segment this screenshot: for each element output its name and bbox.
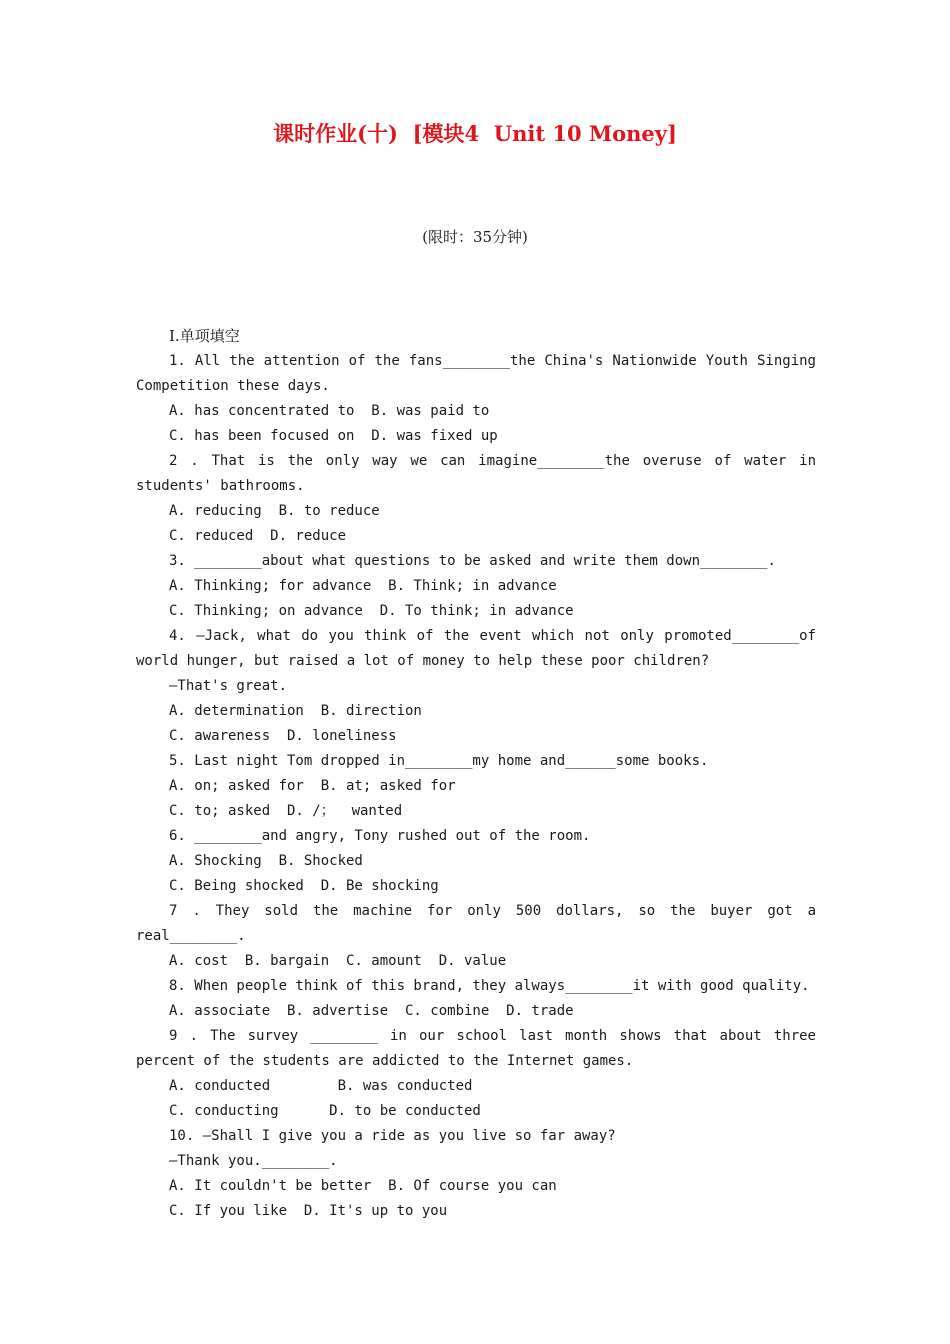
question-7-text: 7 . They sold the machine for only 500 dollars, so the buyer got a [169, 903, 816, 919]
question-3-options-cd: C. Thinking; on advance D. To think; in advance [169, 603, 574, 619]
question-6-options-cd: C. Being shocked D. Be shocking [169, 878, 439, 894]
question-7-options: A. cost B. bargain C. amount D. value [169, 953, 507, 969]
question-9-text: 9 . The survey ________ in our school last month shows that about three [169, 1028, 816, 1044]
question-1-options-ab: A. has concentrated to B. was paid to [169, 403, 490, 419]
question-1-options-cd: C. has been focused on D. was fixed up [169, 428, 498, 444]
question-4-text: 4. —Jack, what do you think of the event which not only promoted________of [169, 628, 816, 644]
question-10-text: 10. —Shall I give you a ride as you live so far away? [169, 1128, 616, 1144]
question-8-text: 8. When people think of this brand, they always________it with good quality. [169, 978, 810, 994]
question-5-options-cd: C. to; asked D. /； wanted [169, 803, 403, 819]
question-6-text: 6. ________and angry, Tony rushed out of the room. [169, 828, 591, 844]
question-5-options-ab: A. on; asked for B. at; asked for [169, 778, 456, 794]
question-5-text: 5. Last night Tom dropped in________my home and______some books. [169, 753, 709, 769]
question-4-text-cont: world hunger, but raised a lot of money to help these poor children? [136, 653, 710, 669]
time-limit: (限时：35分钟) [422, 228, 528, 246]
question-9-options-cd: C. conducting D. to be conducted [169, 1103, 481, 1119]
question-10-options-ab: A. It couldn't be better B. Of course you can [169, 1178, 557, 1194]
question-10-options-cd: C. If you like D. It's up to you [169, 1203, 448, 1219]
question-4-reply: —That's great. [169, 678, 288, 694]
question-1-text: 1. All the attention of the fans________the China's Nationwide Youth Singing [169, 353, 816, 369]
section-heading: Ⅰ.单项填空 [169, 327, 240, 345]
question-8-options: A. associate B. advertise C. combine D. trade [169, 1003, 574, 1019]
question-2-options-ab: A. reducing B. to reduce [169, 503, 380, 519]
question-7-text-cont: real________. [136, 928, 246, 944]
question-2-text: 2 . That is the only way we can imagine________the overuse of water in [169, 453, 816, 469]
question-2-options-cd: C. reduced D. reduce [169, 528, 347, 544]
question-10-reply: —Thank you.________. [169, 1153, 338, 1169]
question-1-text-cont: Competition these days. [136, 378, 330, 394]
question-6-options-ab: A. Shocking B. Shocked [169, 853, 363, 869]
question-3-options-ab: A. Thinking; for advance B. Think; in advance [169, 578, 557, 594]
page-title: 课时作业(十) [模块4 Unit 10 Money] [273, 121, 677, 146]
question-9-options-ab: A. conducted B. was conducted [169, 1078, 473, 1094]
question-3-text: 3. ________about what questions to be asked and write them down________. [169, 553, 776, 569]
question-4-options-ab: A. determination B. direction [169, 703, 422, 719]
question-4-options-cd: C. awareness D. loneliness [169, 728, 397, 744]
question-9-text-cont: percent of the students are addicted to the Internet games. [136, 1053, 634, 1069]
question-2-text-cont: students' bathrooms. [136, 478, 305, 494]
exercise-content [136, 324, 816, 1224]
